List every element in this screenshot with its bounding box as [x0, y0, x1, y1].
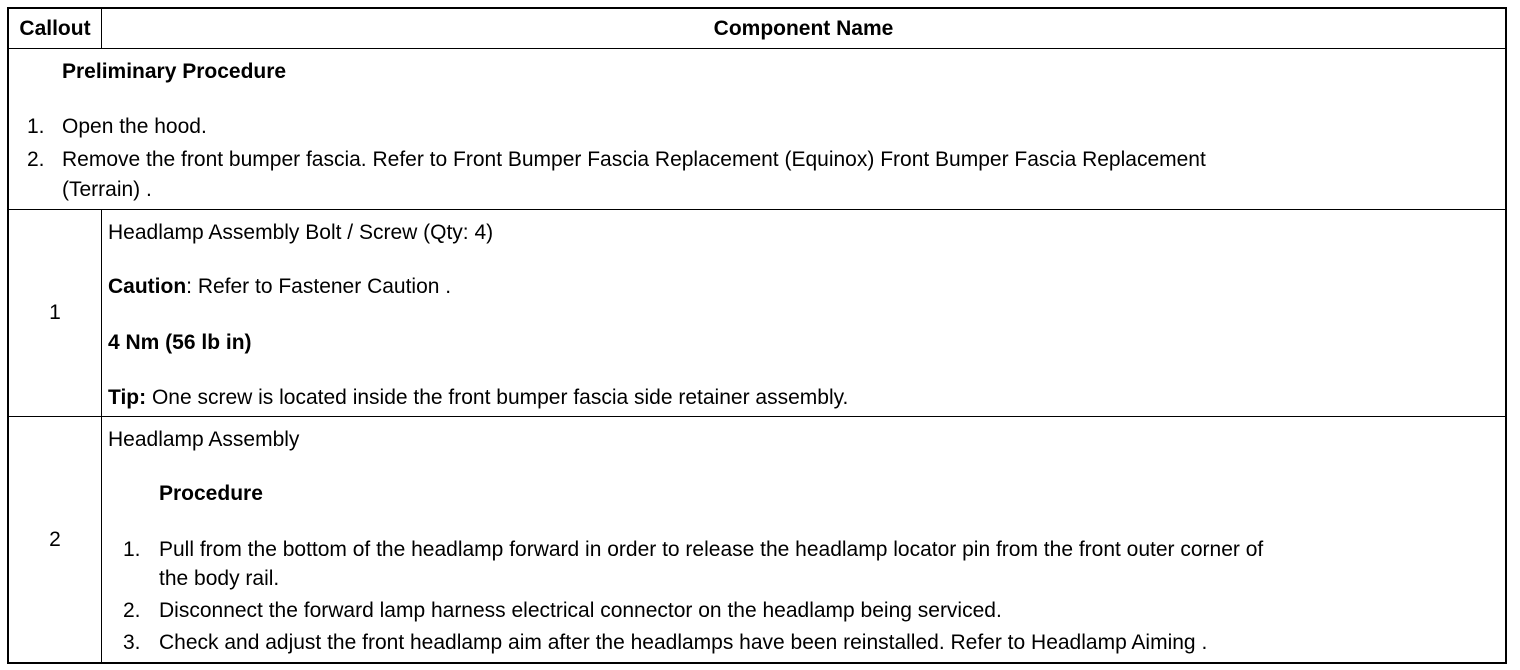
step-3-text: Check and adjust the front headlamp aim after the headlamps have been reinstalled. Refer to Headlamp Aiming .	[159, 631, 1208, 654]
step-2-text: Disconnect the forward lamp harness electrical connector on the headlamp being serviced.	[159, 599, 1002, 622]
preliminary-procedure-title: Preliminary Procedure	[62, 60, 287, 83]
prelim-step-2-number: 2.	[27, 148, 45, 171]
preliminary-procedure-row	[9, 49, 1505, 210]
tip-text: One screw is located inside the front bumper fascia side retainer assembly.	[146, 386, 849, 409]
prelim-step-1-text: Open the hood.	[62, 115, 207, 138]
prelim-step-2-text-line2: (Terrain) .	[62, 178, 152, 201]
caution-text: : Refer to Fastener Caution .	[186, 275, 452, 298]
tip-label: Tip:	[108, 386, 147, 409]
tip-line	[108, 386, 848, 410]
table-header-row	[9, 9, 1505, 49]
prelim-step-1-number: 1.	[27, 115, 45, 138]
caution-line	[108, 275, 451, 299]
torque-spec: 4 Nm (56 lb in)	[108, 331, 252, 354]
caution-label: Caution	[108, 275, 187, 298]
procedure-table	[7, 7, 1507, 664]
callout-cell: 1	[9, 210, 102, 416]
step-1-number: 1.	[123, 538, 141, 561]
component-cell	[102, 417, 1505, 662]
component-cell	[102, 210, 1505, 416]
procedure-title: Procedure	[159, 482, 263, 505]
step-1-line1: Pull from the bottom of the headlamp forward in order to release the headlamp locator pin from the front outer corner of	[159, 538, 1264, 561]
callout-cell: 2	[9, 417, 102, 662]
step-3-number: 3.	[123, 631, 141, 654]
step-2-number: 2.	[123, 599, 141, 622]
step-1-line2: the body rail.	[159, 567, 280, 590]
callout-header: Callout	[9, 9, 102, 48]
table-row	[9, 210, 1505, 417]
component-name: Headlamp Assembly	[108, 428, 300, 451]
component-name-header: Component Name	[713, 16, 894, 40]
component-name: Headlamp Assembly Bolt / Screw (Qty: 4)	[108, 221, 494, 244]
prelim-step-2-text-line1: Remove the front bumper fascia. Refer to Front Bumper Fascia Replacement (Equinox) Front Bumper Fascia Replacement	[62, 148, 1206, 171]
table-row	[9, 417, 1505, 662]
